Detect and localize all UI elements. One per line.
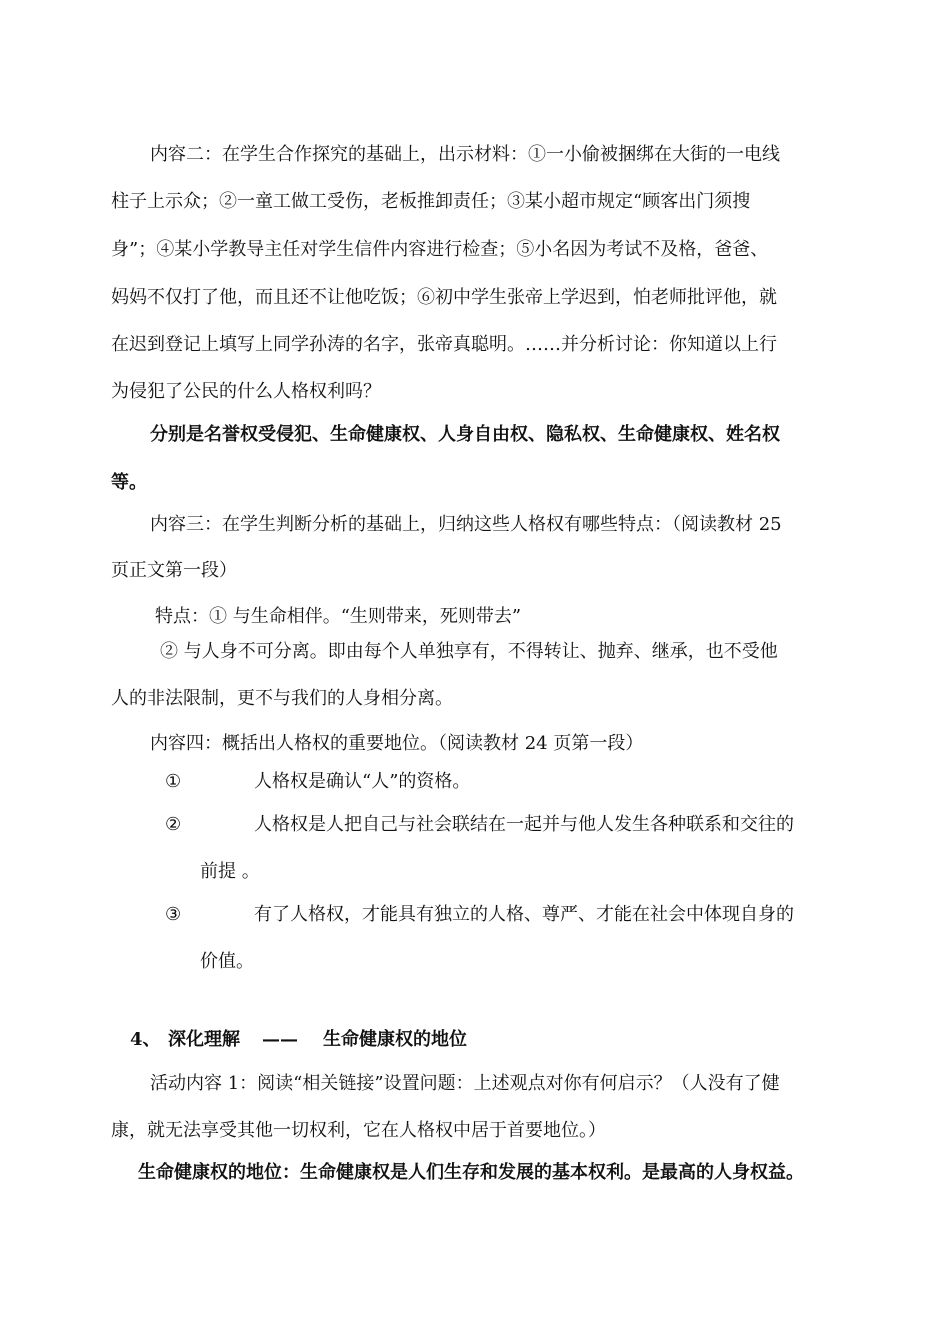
content-four-title: 内容四：概括出人格权的重要地位。（阅读教材 24 页第一段） (150, 733, 644, 754)
feature-two-line-1: ② 与人身不可分离。即由每个人单独享有，不得转让、抛弃、继承，也不受他 (160, 641, 778, 662)
content-two-line-3: 身”；④某小学教导主任对学生信件内容进行检查；⑤小名因为考试不及格，爸爸、 (111, 239, 769, 260)
activity-conclusion: 生命健康权的地位：生命健康权是人们生存和发展的基本权利。是最高的人身权益。 (138, 1162, 804, 1183)
content-two-line-6: 为侵犯了公民的什么人格权利吗？ (111, 381, 381, 402)
activity-line-1: 活动内容 1：阅读“相关链接”设置问题：上述观点对你有何启示？（人没有了健 (150, 1073, 780, 1094)
section-number: 4、 (130, 1029, 161, 1050)
content-two-line-1: 内容二：在学生合作探究的基础上，出示材料：①一小偷被捆绑在大街的一电线 (150, 144, 780, 165)
content-two-line-5: 在迟到登记上填写上同学孙涛的名字，张帝真聪明。……并分析讨论：你知道以上行 (111, 334, 777, 355)
status-item-2-text-line-1: 人格权是人把自己与社会联结在一起并与他人发生各种联系和交往的 (254, 814, 794, 835)
activity-line-2: 康，就无法享受其他一切权利，它在人格权中居于首要地位。） (111, 1120, 606, 1141)
status-item-2-text-line-2: 前提 。 (200, 861, 260, 882)
section-subtitle: 生命健康权的地位 (323, 1029, 467, 1050)
content-two-line-4: 妈妈不仅打了他，而且还不让他吃饭；⑥初中学生张帝上学迟到，怕老师批评他，就 (111, 287, 777, 308)
status-item-1-text: 人格权是确认“人”的资格。 (254, 771, 471, 792)
content-two-line-2: 柱子上示众；②一童工做工受伤，老板推卸责任；③某小超市规定“顾客出门须搜 (111, 191, 751, 212)
status-item-3-number: ③ (165, 904, 182, 925)
content-three-line-2: 页正文第一段） (111, 560, 237, 581)
status-item-1-number: ① (165, 771, 182, 792)
answer-line-1: 分别是名誉权受侵犯、生命健康权、人身自由权、隐私权、生命健康权、姓名权 (150, 424, 780, 445)
feature-one: 特点：① 与生命相伴。“生则带来，死则带去” (155, 606, 522, 627)
section-title: 深化理解 (168, 1029, 240, 1050)
status-item-2-number: ② (165, 814, 182, 835)
status-item-3-text-line-2: 价值。 (200, 951, 254, 972)
answer-line-2: 等。 (111, 472, 147, 493)
status-item-3-text-line-1: 有了人格权，才能具有独立的人格、尊严、才能在社会中体现自身的 (254, 904, 794, 925)
section-dash: —— (262, 1029, 298, 1050)
feature-two-line-2: 人的非法限制，更不与我们的人身相分离。 (111, 688, 453, 709)
content-three-line-1: 内容三：在学生判断分析的基础上，归纳这些人格权有哪些特点：（阅读教材 25 (150, 514, 782, 535)
